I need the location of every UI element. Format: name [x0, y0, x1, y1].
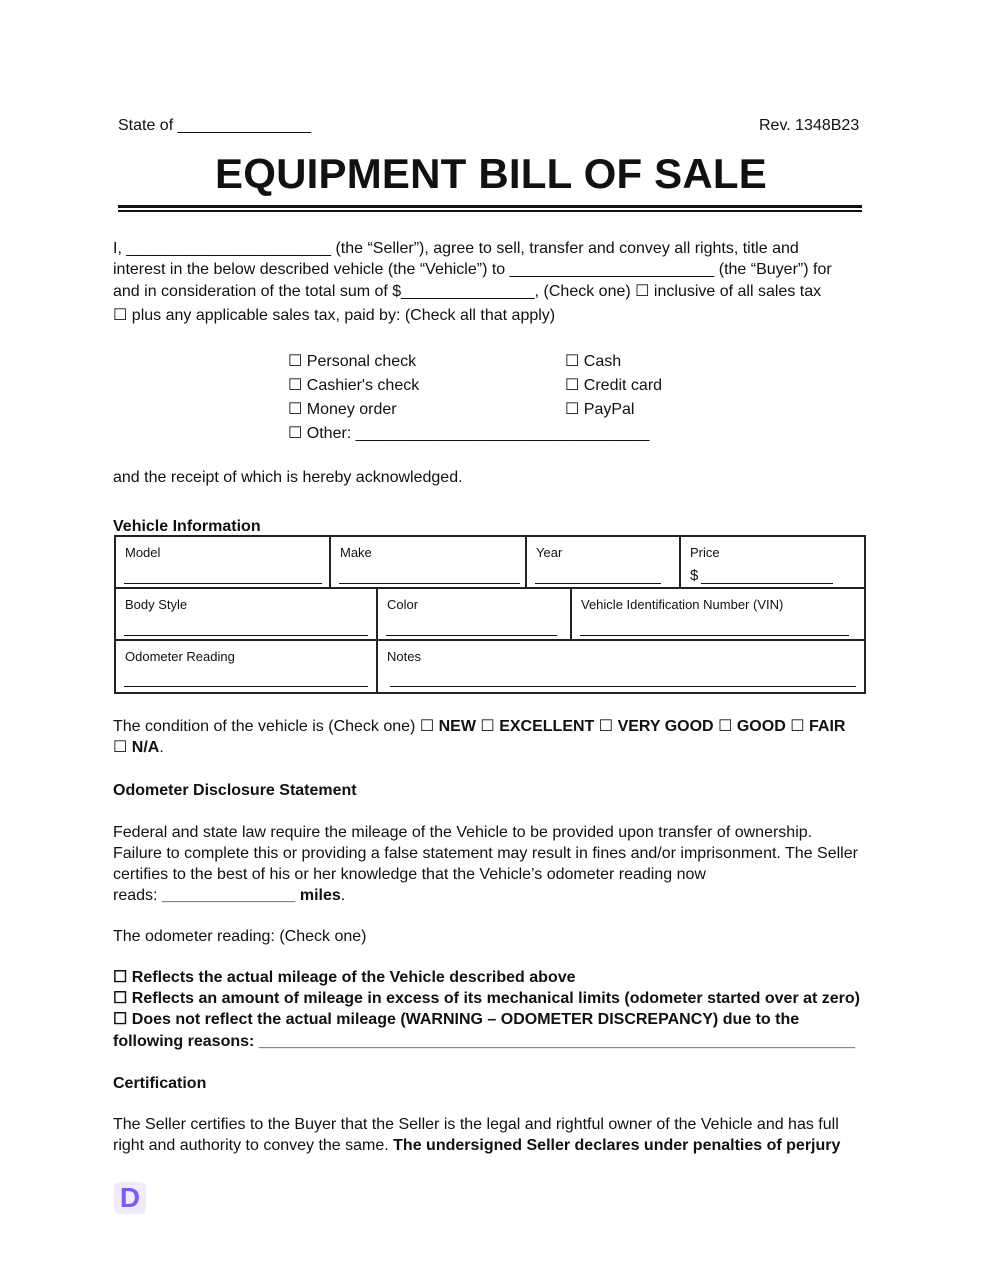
checkbox-good[interactable]: ☐ — [718, 718, 733, 735]
body-style-input[interactable] — [124, 635, 368, 636]
receipt-text: and the receipt of which is hereby acknowledged. — [113, 469, 463, 486]
condition-very-good[interactable]: VERY GOOD — [617, 718, 714, 735]
price-input[interactable] — [701, 583, 833, 584]
cell-make — [331, 537, 527, 589]
odometer-option-excess[interactable]: ☐ Reflects an amount of mileage in excess of its mechanical limits (odometer started over at zero) — [113, 990, 861, 1007]
certification-heading: Certification — [113, 1075, 207, 1092]
payment-cash[interactable]: ☐ Cash — [565, 353, 622, 370]
odometer-reading-prompt: The odometer reading: (Check one) — [113, 928, 367, 945]
vin-label: Vehicle Identification Number (VIN) — [581, 597, 784, 612]
certification-paragraph-2 — [113, 1135, 840, 1156]
checkbox-very-good[interactable]: ☐ — [598, 718, 614, 735]
payment-money-order[interactable]: ☐ Money order — [288, 401, 397, 418]
make-label: Make — [340, 545, 372, 560]
payment-other[interactable]: ☐ Other: _________________________________ — [288, 425, 650, 442]
notes-input[interactable] — [390, 686, 856, 687]
certification-paragraph-1: The Seller certifies to the Buyer that the Seller is the legal and rightful owner of the Vehicle and has full — [113, 1116, 839, 1133]
brand-logo-icon: D — [114, 1182, 146, 1214]
condition-line — [113, 716, 845, 737]
price-label: Price — [690, 545, 720, 560]
odometer-input[interactable] — [124, 686, 368, 687]
color-label: Color — [387, 597, 419, 612]
payment-credit-card[interactable]: ☐ Credit card — [565, 377, 663, 394]
title-rule-top — [118, 205, 862, 208]
reads-label: reads: — [113, 887, 158, 904]
body-style-label: Body Style — [125, 597, 188, 612]
cell-body-style — [116, 589, 378, 641]
cell-vin — [572, 589, 864, 641]
certification-text-bold: The undersigned Seller declares under penalties of perjury — [393, 1137, 841, 1154]
cell-odometer — [116, 641, 378, 692]
odometer-heading: Odometer Disclosure Statement — [113, 782, 357, 799]
miles-field[interactable]: _______________ miles — [161, 887, 341, 904]
condition-line-2: ☐ N/A. — [113, 739, 164, 756]
intro-line-3: and in consideration of the total sum of $_______________, (Check one) ☐ inclusive of all sales tax — [113, 283, 822, 300]
cell-notes — [378, 641, 864, 692]
model-label: Model — [125, 545, 161, 560]
condition-new[interactable]: NEW — [438, 718, 476, 735]
year-label: Year — [536, 545, 563, 560]
intro-line-2: interest in the below described vehicle (the “Vehicle”) to _______________________ (the “Buyer”) for — [113, 261, 832, 278]
odometer-paragraph-3: certifies to the best of his or her knowledge that the Vehicle’s odometer reading now — [113, 866, 706, 883]
intro-line-4: ☐ plus any applicable sales tax, paid by: (Check all that apply) — [113, 307, 556, 324]
odometer-reads-line: reads: _______________ miles. — [113, 887, 346, 904]
odometer-paragraph-1: Federal and state law require the mileage of the Vehicle to be provided upon transfer of ownership. — [113, 824, 813, 841]
vehicle-info-table — [114, 535, 866, 694]
make-input[interactable] — [339, 583, 520, 584]
checkbox-na[interactable]: ☐ — [113, 739, 128, 756]
cell-year — [527, 537, 681, 589]
odometer-paragraph-2: Failure to complete this or providing a false statement may result in fines and/or imprisonment. The Seller — [113, 845, 858, 862]
discrepancy-reasons-field[interactable]: following reasons: ___________________________________________________________________ — [113, 1033, 855, 1050]
vehicle-info-heading: Vehicle Information — [113, 518, 261, 535]
certification-text-plain: right and authority to convey the same. — [113, 1137, 394, 1154]
payment-paypal[interactable]: ☐ PayPal — [565, 401, 635, 418]
model-input[interactable] — [124, 583, 322, 584]
condition-na[interactable]: N/A — [131, 739, 160, 756]
odometer-option-discrepancy[interactable]: ☐ Does not reflect the actual mileage (WARNING – ODOMETER DISCREPANCY) due to the — [113, 1011, 800, 1028]
cell-price — [681, 537, 864, 589]
color-input[interactable] — [386, 635, 557, 636]
notes-label: Notes — [387, 649, 421, 664]
checkbox-excellent[interactable]: ☐ — [480, 718, 495, 735]
title-rule-bottom — [118, 210, 862, 212]
payment-cashiers-check[interactable]: ☐ Cashier's check — [288, 377, 420, 394]
payment-personal-check[interactable]: ☐ Personal check — [288, 353, 417, 370]
intro-line-1: I, _______________________ (the “Seller”), agree to sell, transfer and convey all rights, title and — [113, 240, 799, 257]
condition-fair[interactable]: FAIR — [809, 718, 846, 735]
year-input[interactable] — [535, 583, 661, 584]
cell-color — [378, 589, 572, 641]
state-of-field[interactable]: State of _______________ — [118, 117, 312, 134]
price-currency: $ — [690, 567, 699, 584]
vin-input[interactable] — [580, 635, 849, 636]
cell-model — [116, 537, 331, 589]
condition-good[interactable]: GOOD — [736, 718, 786, 735]
condition-excellent[interactable]: EXCELLENT — [499, 718, 595, 735]
revision-number: Rev. 1348B23 — [759, 117, 860, 134]
condition-prefix: The condition of the vehicle is (Check one) ☐ — [113, 718, 439, 735]
document-title: EQUIPMENT BILL OF SALE — [215, 150, 767, 197]
odometer-option-actual[interactable]: ☐ Reflects the actual mileage of the Vehicle described above — [113, 969, 576, 986]
checkbox-fair[interactable]: ☐ — [790, 718, 805, 735]
odometer-label: Odometer Reading — [125, 649, 235, 664]
